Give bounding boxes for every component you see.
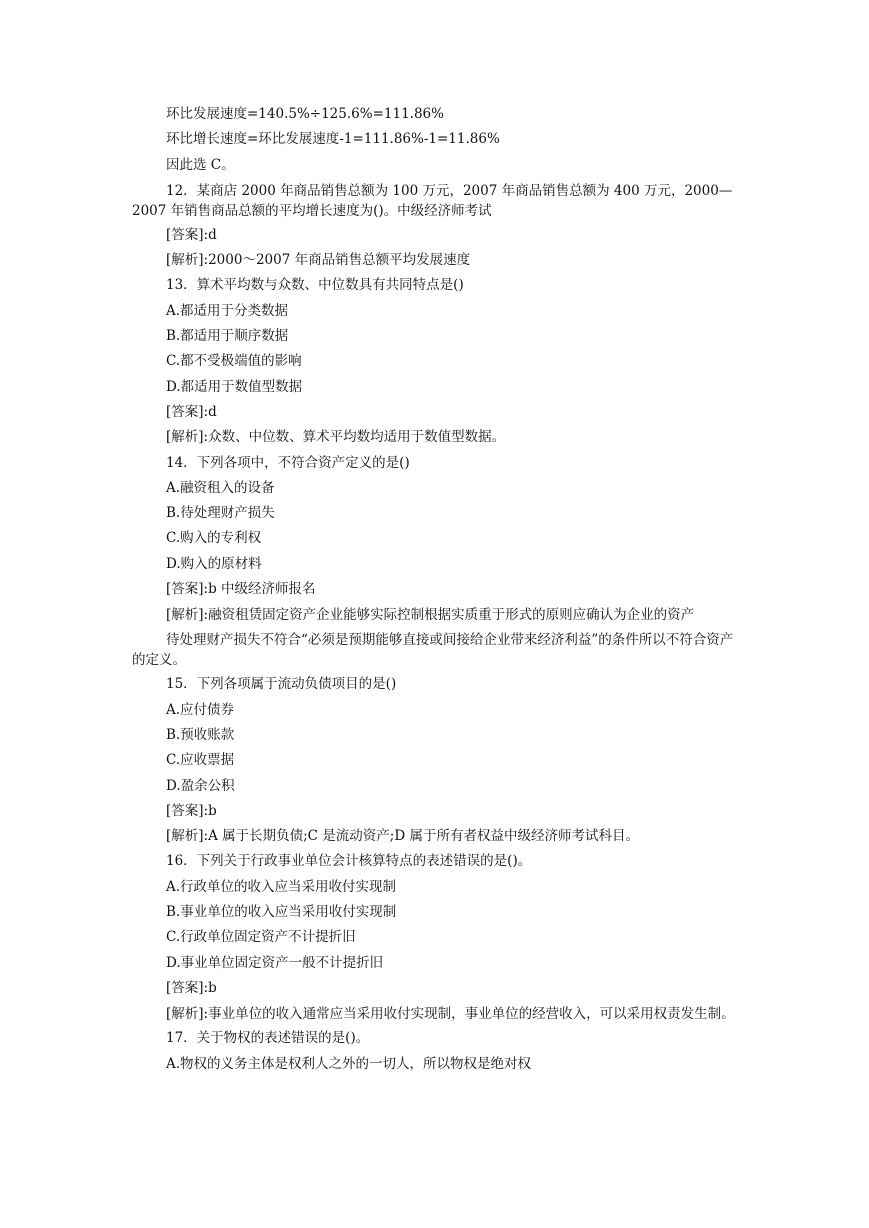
explanation-paragraph: 待处理财产损失不符合“必须是预期能够直接或间接给企业带来经济利益”的条件所以不符合资产的定义。 <box>132 632 734 669</box>
explanation-line: [解析]:众数、中位数、算术平均数均适用于数值型数据。 <box>166 429 506 446</box>
document-body <box>132 102 738 1077</box>
option-d: D.事业单位固定资产一般不计提折旧 <box>166 954 384 971</box>
option-b: B.待处理财产损失 <box>166 505 275 522</box>
question-16-stem: 16．下列关于行政事业单位会计核算特点的表述错误的是()。 <box>166 853 532 870</box>
option-a: A.行政单位的收入应当采用收付实现制 <box>166 878 397 895</box>
text-line: 环比增长速度=环比发展速度-1=111.86%-1=11.86% <box>166 131 500 148</box>
option-c: C.应收票据 <box>166 752 235 769</box>
option-d: D.购入的原材料 <box>166 555 262 572</box>
answer-line: [答案]:b <box>166 802 217 819</box>
option-b: B.事业单位的收入应当采用收付实现制 <box>166 904 397 921</box>
answer-line: [答案]:d <box>166 403 217 420</box>
explanation-paragraph: [解析]:融资租赁固定资产企业能够实际控制根据实质重于形式的原则应确认为企业的资产 <box>166 607 695 624</box>
option-d: D.盈余公积 <box>166 777 235 794</box>
explanation-line: [解析]:A 属于长期负债;C 是流动资产;D 属于所有者权益中级经济师考试科目。 <box>166 828 639 845</box>
option-a: A.应付债券 <box>166 701 235 718</box>
option-a: A.融资租入的设备 <box>166 479 275 496</box>
explanation-line: [解析]:2000～2007 年商品销售总额平均发展速度 <box>166 252 471 269</box>
option-c: C.都不受极端值的影响 <box>166 353 302 370</box>
question-17-stem: 17．关于物权的表述错误的是()。 <box>166 1030 370 1047</box>
question-15-stem: 15．下列各项属于流动负债项目的是() <box>166 676 397 693</box>
option-d: D.都适用于数值型数据 <box>166 378 303 395</box>
option-b: B.都适用于顺序数据 <box>166 328 289 345</box>
question-13-stem: 13．算术平均数与众数、中位数具有共同特点是() <box>166 277 464 294</box>
option-c: C.购入的专利权 <box>166 530 262 547</box>
text-line: 因此选 C。 <box>166 156 235 173</box>
option-a: A.都适用于分类数据 <box>166 302 289 319</box>
explanation-paragraph: [解析]:事业单位的收入通常应当采用收付实现制，事业单位的经营收入，可以采用权责发生制。 <box>166 1006 735 1023</box>
question-14-stem: 14．下列各项中，不符合资产定义的是() <box>166 454 410 471</box>
answer-line: [答案]:b <box>166 979 217 996</box>
text-line: 环比发展速度=140.5%÷125.6%=111.86% <box>166 106 444 122</box>
option-b: B.预收账款 <box>166 726 235 743</box>
answer-line: [答案]:d <box>166 226 217 243</box>
answer-line: [答案]:b 中级经济师报名 <box>166 581 316 598</box>
option-c: C.行政单位固定资产不计提折旧 <box>166 929 356 946</box>
option-a: A.物权的义务主体是权利人之外的一切人，所以物权是绝对权 <box>166 1055 532 1072</box>
question-12-stem: 12．某商店 2000 年商品销售总额为 100 万元，2007 年商品销售总额为 400 万元，2000—2007 年销售商品总额的平均增长速度为()。中级经济师考试 <box>132 182 733 219</box>
